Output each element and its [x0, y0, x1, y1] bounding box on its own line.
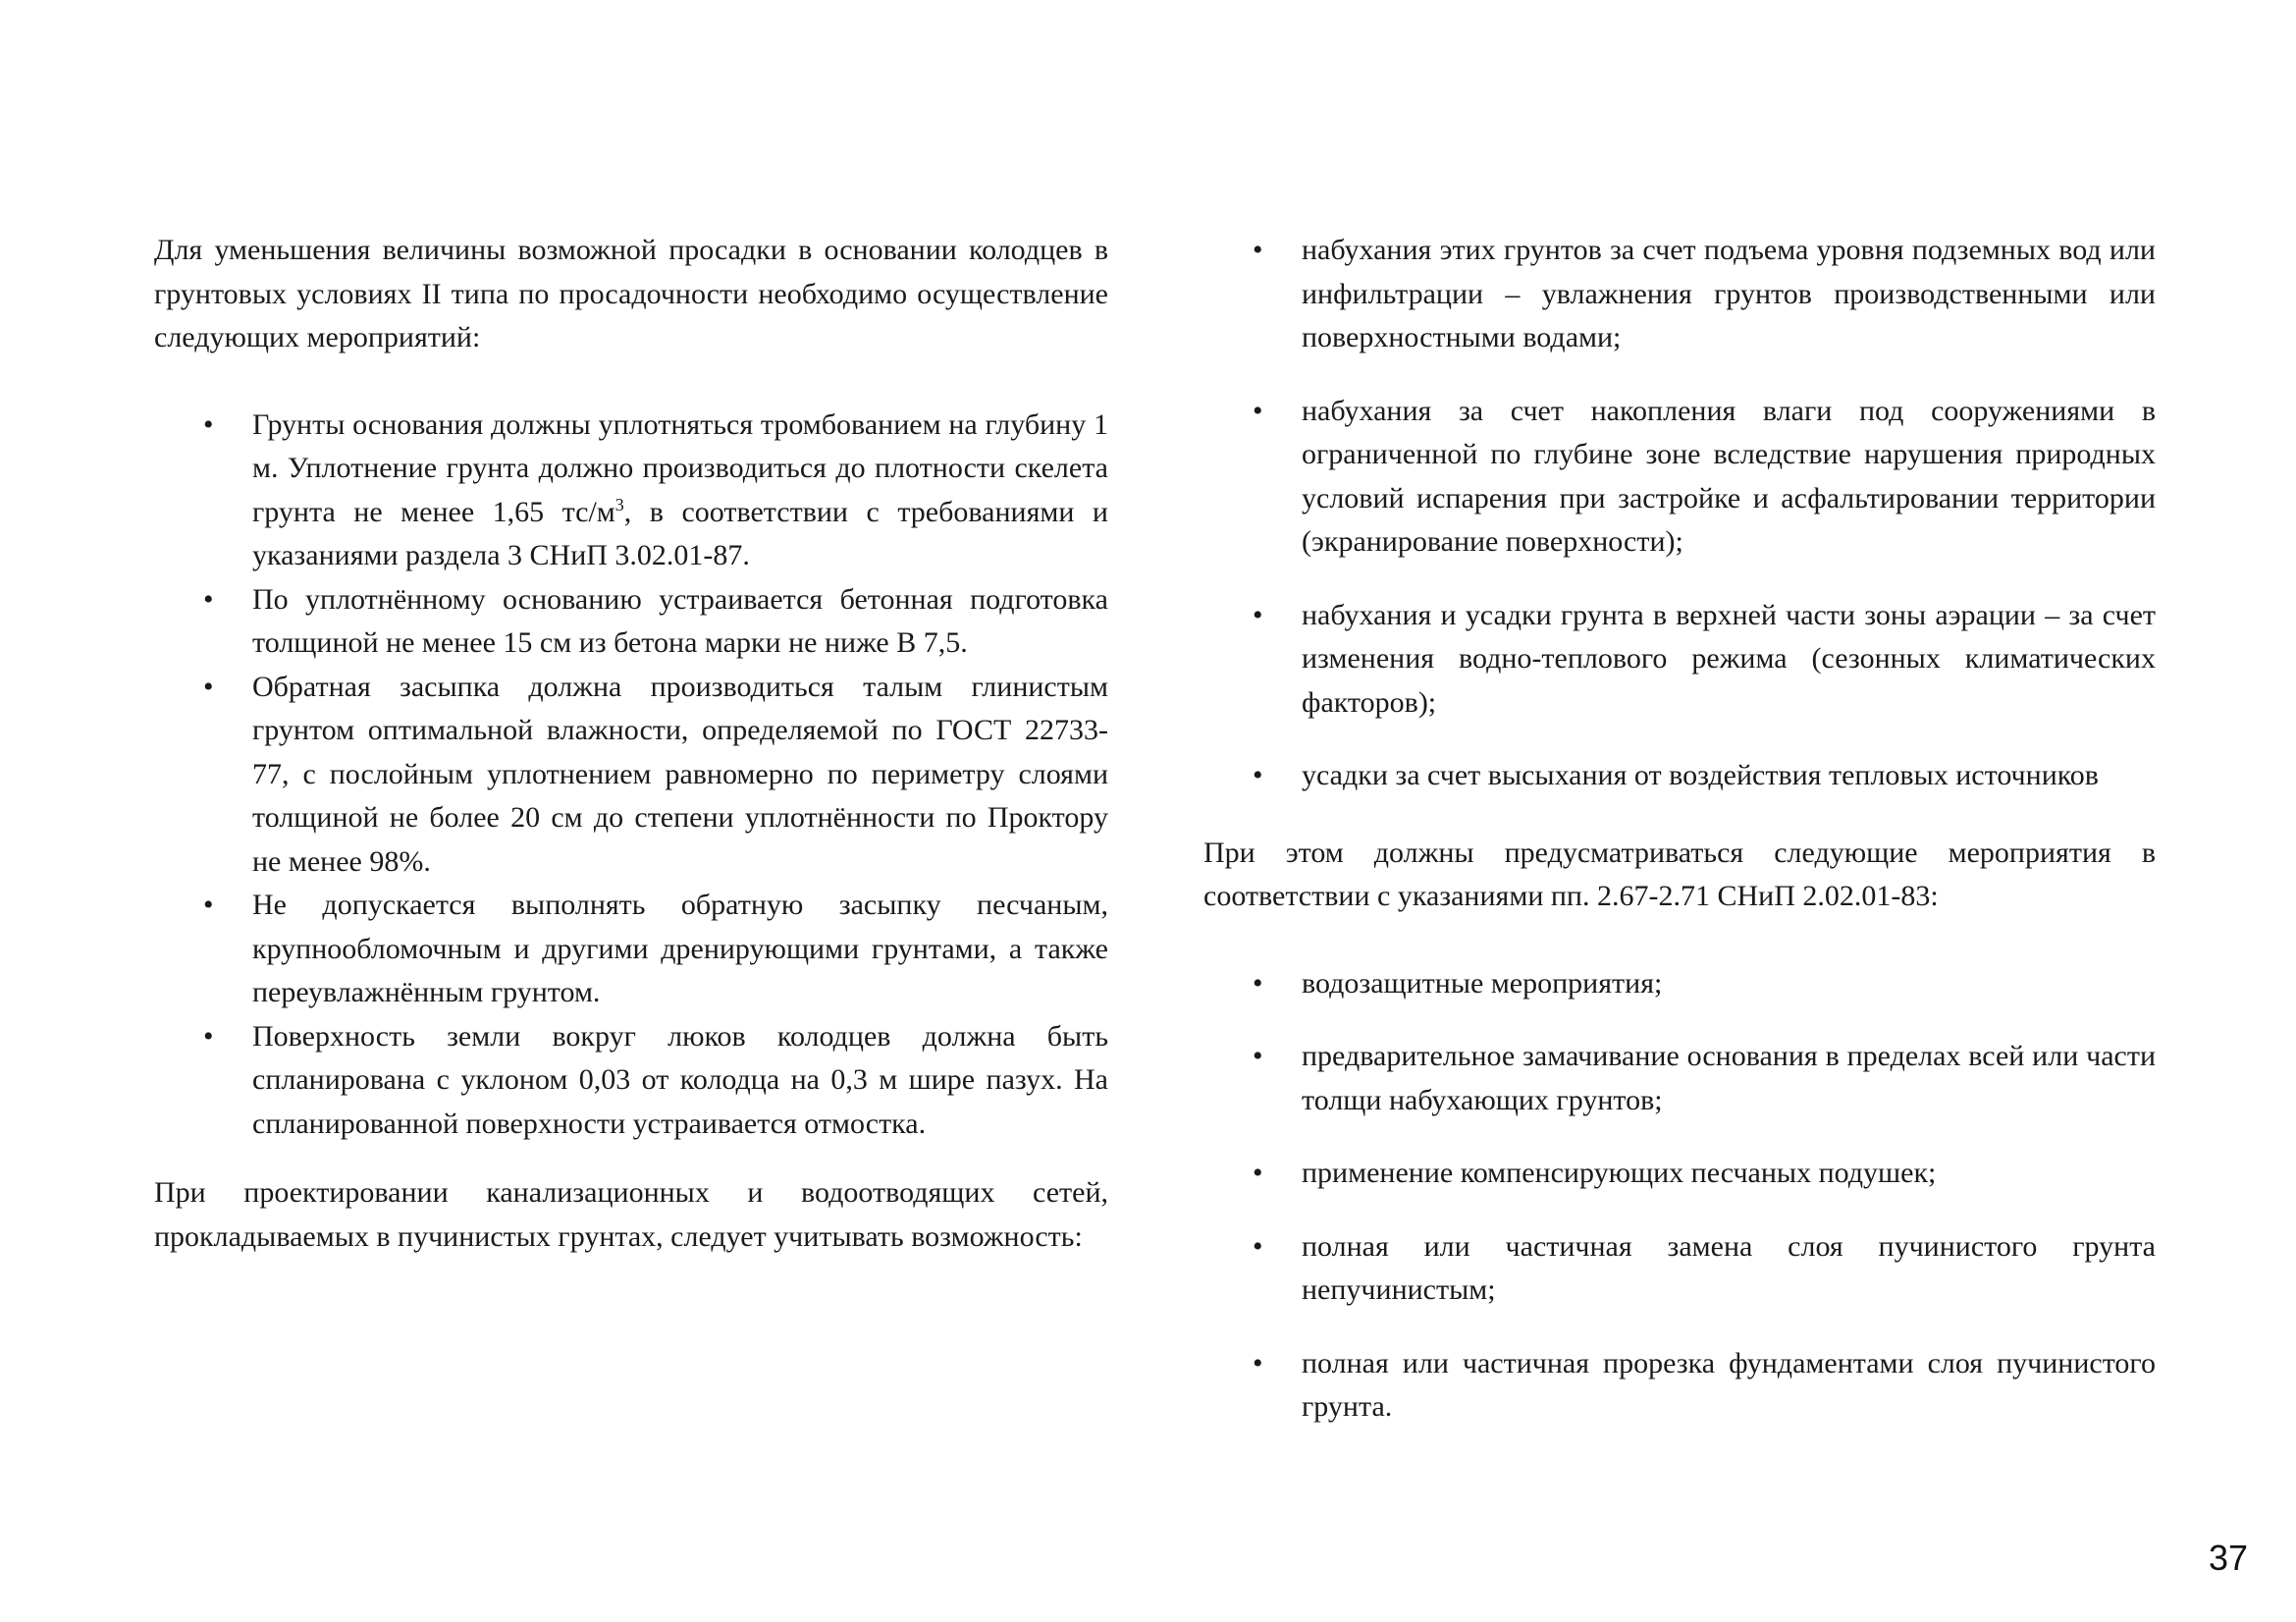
left-intro-paragraph: Для уменьшения величины возможной просадки в основании колодцев в грунтовых условиях II типа по просадочности необходимо осуществление следующих мероприятий:: [154, 234, 1108, 353]
list-item-text-tail: , в соответствии с требованиями и указаниями раздела 3 СНиП 3.02.01-87.: [252, 495, 1108, 571]
right-measures-list: [1203, 962, 2156, 1430]
list-item: • водозащитные мероприятия;: [1203, 962, 2156, 1006]
list-item: • набухания этих грунтов за счет подъема уровня подземных вод или инфильтрации – увлажнения грунтов производственными или поверхностными водами;: [1203, 229, 2156, 360]
right-column: [1203, 229, 2156, 1459]
list-item: • По уплотнённому основанию устраивается бетонная подготовка толщиной не менее 15 см из бетона марки не ниже В 7,5.: [154, 578, 1108, 666]
list-item: • Обратная засыпка должна производиться талым глинистым грунтом оптимальной влажности, определяемой по ГОСТ 22733-77, с послойным уплотнением равномерно по периметру слоями толщиной не более 20 см до степени уплотнённости по Проктору не менее 98%.: [154, 666, 1108, 885]
superscript: 3: [614, 494, 624, 514]
list-item: • предварительное замачивание основания в пределах всей или части толщи набухающих грунтов;: [1203, 1035, 2156, 1122]
list-item: • усадки за счет высыхания от воздействия тепловых источников: [1203, 754, 2156, 798]
list-item: • Поверхность земли вокруг люков колодцев должна быть спланирована с уклоном 0,03 от колодца на 0,3 м шире пазух. На спланированной поверхности устраивается отмостка.: [154, 1015, 1108, 1147]
left-measures-list: [154, 404, 1108, 1147]
list-item: [154, 404, 1108, 578]
list-item: • Не допускается выполнять обратную засыпку песчаным, крупнообломочным и другими дренирующими грунтами, а также переувлажнённым грунтом.: [154, 884, 1108, 1015]
right-paragraph: При этом должны предусматриваться следующие мероприятия в соответствии с указаниями пп. 2.67-2.71 СНиП 2.02.01-83:: [1203, 836, 2156, 912]
right-possibilities-list: [1203, 229, 2156, 798]
left-outro-paragraph: При проектировании канализационных и водоотводящих сетей, прокладываемых в пучинистых грунтах, следует учитывать возможность:: [154, 1176, 1108, 1253]
page-number: 37: [2208, 1538, 2248, 1578]
list-item: • применение компенсирующих песчаных подушек;: [1203, 1152, 2156, 1196]
list-item-text: Грунты основания должны уплотняться тромбованием на глубину 1 м. Уплотнение грунта должно производиться до плотности скелета грунта не менее 1,65 тс/м: [252, 407, 1108, 528]
list-item: • полная или частичная замена слоя пучинистого грунта непучинистым;: [1203, 1225, 2156, 1313]
list-item: • набухания и усадки грунта в верхней части зоны аэрации – за счет изменения водно-теплового режима (сезонных климатических факторов);: [1203, 594, 2156, 726]
left-column: [154, 229, 1108, 1259]
list-item: • набухания за счет накопления влаги под сооружениями в ограниченной по глубине зоне вследствие нарушения природных условий испарения при застройке и асфальтировании территории (экранирование поверхности);: [1203, 390, 2156, 565]
list-item: • полная или частичная прорезка фундаментами слоя пучинистого грунта.: [1203, 1342, 2156, 1430]
